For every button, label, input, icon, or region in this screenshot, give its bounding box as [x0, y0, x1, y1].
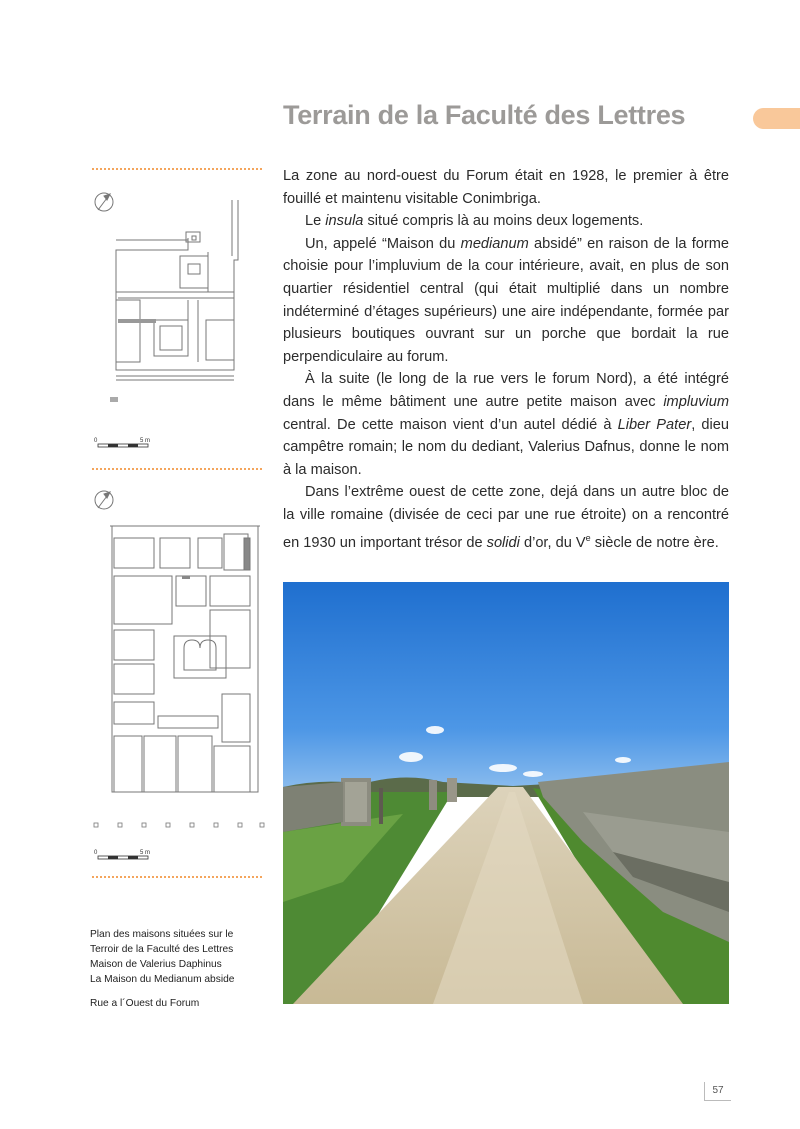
article-body [283, 165, 729, 554]
page-number: 57 [704, 1082, 731, 1101]
caption-line: Maison de Valerius Daphinus [90, 959, 222, 970]
caption-line: Rue a l´Ouest du Forum [90, 998, 200, 1009]
svg-text:0: 0 [94, 438, 98, 444]
paragraph: À la suite (le long de la rue vers le forum Nord), a été intégré dans le même bâtiment une autre petite maison avec impluvium central. De cette maison vient d’un autel dédié à Liber Pater, dieu campêtre romain; le nom du dediant, Valerius Dafnus, donne le nom à la maison. [283, 371, 730, 478]
paragraph: Dans l’extrême ouest de cette zone, dejá dans un autre bloc de la ville romaine (divisée de ceci par une rue étroite) on a rencontré en 1930 un important trésor de solidi d’or, du Ve siècle de notre ère. [283, 484, 729, 551]
dotted-divider [92, 876, 262, 878]
pier-markers [94, 823, 264, 827]
photo-roman-street [283, 582, 729, 1004]
scale-bar [94, 438, 150, 447]
caption-line: Plan des maisons situées sur le [90, 929, 234, 940]
compass-icon [95, 193, 113, 211]
paragraph: La zone au nord-ouest du Forum était en 1928, le premier à être fouillé et maintenu visitable Conimbriga. [283, 168, 729, 207]
svg-text:5 m: 5 m [140, 438, 151, 444]
floor-plan-medianum-absidal [88, 480, 268, 870]
dotted-divider [92, 168, 262, 170]
paragraph: Un, appelé “Maison du medianum absidé” en raison de la forme choisie pour l’impluvium de la cour intérieure, avait, en plus de son quartier résidentiel central (qui était multiplié dans un nombre indéterminé d’étages supérieurs) une aire indépendante, formée par plusieurs boutiques ouvrant sur un porche que bordait la rue perpendiculaire au forum. [283, 235, 729, 365]
caption-line: La Maison du Medianum abside [90, 974, 235, 985]
svg-text:5 m: 5 m [140, 850, 151, 856]
dotted-divider [92, 468, 262, 470]
floor-plan-valerius-daphinus [88, 180, 268, 460]
chapter-tab [753, 108, 800, 129]
svg-text:0: 0 [94, 850, 98, 856]
paragraph: Le insula situé compris là au moins deux logements. [305, 213, 644, 230]
scale-bar [94, 850, 150, 859]
caption-line: Terroir de la Faculté des Lettres [90, 944, 234, 955]
figure-caption [90, 927, 280, 1011]
page-title: Terrain de la Faculté des Lettres [283, 100, 686, 130]
compass-icon [95, 491, 113, 509]
